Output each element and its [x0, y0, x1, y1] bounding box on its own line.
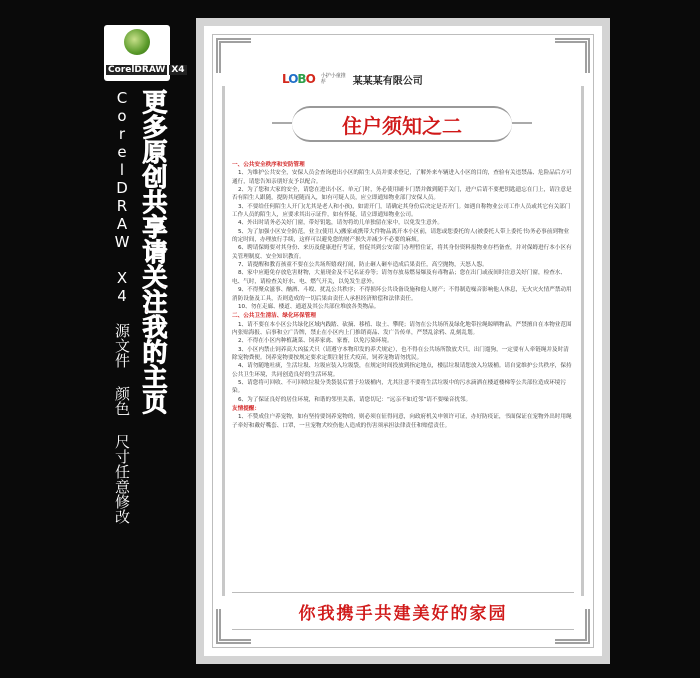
promo-part: 关注: [139, 264, 168, 314]
promo-vertical-text: [132, 89, 170, 414]
company-logo: LOBO: [282, 72, 315, 86]
list-item: 8、家中应避免存放危害财物，大量现金及不记名证券等；请勿存放易燃易爆及有毒物品；您在出门或夜间时注意关好门窗，检查水、电、气时，请检查关好水、电、燃气开关，以免发生意外。: [232, 270, 566, 285]
list-item: 4、请勿随地吐痰，生活垃圾、垃圾应装入垃圾袋，在规定时间投放到指定地点，楼层垃圾请您放入垃圾桶。请自觉维护公共秩序，保持公共卫生环境，共同创造良好的生活环境。: [232, 363, 572, 378]
list-item: 1、为维护公共安全，安保人员会查询进出小区的陌生人员并要求登记，了解外来车辆进入小区的目的，查验有关违禁品、危险品后方可通行，请您告知亲朋好友予以配合。: [232, 170, 572, 185]
slogan-text: 你我携手共建美好的家园: [298, 604, 508, 624]
list-item: 2、为了您和大家的安全，请您在进出小区、单元门时，务必使用刷卡门禁并做到随手关门，进户后请不要把钥匙遗忘在门上，请注意是否有陌生人跟随，提防其尾随而入，如有可疑人员，应立即通知物业部门安保人员。: [232, 187, 572, 202]
list-item: 2、不得在小区内种植蔬菜、饲养家禽、家畜，以免污染环境。: [238, 338, 393, 345]
notice-board: [196, 18, 610, 664]
watermark-strip: [104, 25, 185, 665]
corner-ornament-icon: [555, 38, 590, 73]
coreldraw-logo: [104, 25, 185, 81]
company-name: 某某某有限公司: [352, 75, 423, 87]
list-item: 1、请不要在本小区公共绿化区域内践踏、砍摘、移植、取土、攀爬；请勿在公共场所及绿化地带拉绳晾晒物品，严禁擅自在本物业范围内张贴海报、启事和立广告牌，禁止在小区内上门推销商品、发广告传单，严禁乱涂鸦、乱刻乱划。: [232, 321, 572, 336]
list-item: 7、请提醒和教育孩童不要在公共场所嬉戏打闹，防止砸人砸车造成后果责任，高空抛物，天怒人怨。: [238, 262, 488, 269]
slogan-banner: [232, 592, 574, 630]
list-item: 6、聘请保姆要对其身份、来历及健康进行考证，督促其到公安部门办理暂住证，将其身份资料报物业存档备查，并对保姆进行本小区有关管理制度、安全知识教育。: [232, 245, 572, 260]
company-logo-sub: 小护小童推荐: [320, 73, 346, 85]
edge-ornament: [581, 86, 584, 596]
promo-part: 我: [139, 314, 168, 339]
company-header: [282, 70, 423, 88]
title-banner: [282, 102, 522, 146]
coreldraw-swirl-icon: [124, 29, 150, 55]
edge-ornament: [222, 86, 225, 596]
promo-part: 更多: [139, 89, 168, 139]
coreldraw-logo-text: CorelDRAW X4: [108, 65, 185, 75]
promo-part: 原创: [139, 139, 168, 189]
notice-content: [232, 160, 574, 430]
section-heading: 一、公共安全秩序和安防管理: [232, 162, 305, 168]
promo-part: 的主页: [139, 339, 168, 414]
tips-heading: 友情提醒：: [232, 405, 260, 412]
corner-ornament-icon: [216, 38, 251, 73]
list-item: 3、小区内禁止饲养高大凶猛犬只（请遵守本物印发的养犬规定），也不得在公共场所散放犬只，出门遛狗，一定要有人牵链绳并及时清除宠物粪便。饲养宠物要按规定要求定期注射狂犬疫苗，饲养宠物请勿扰民。: [232, 346, 569, 361]
list-item: 3、不要给任何陌生人开门(尤其是老人和小孩)，如需开门，请确定其身份后决定是否开门。如遇自称物业公司工作人员或其它有关部门工作人员的陌生人，应要求其出示证件，如有怀疑，请立即通知物业公司。: [232, 203, 571, 219]
promo-part: 请: [139, 239, 168, 264]
section-heading: 二、公共卫生清洁、绿化环保管理: [232, 313, 316, 320]
list-item: 4、外出时请务必关好门窗，带好钥匙，请勿将幼儿单独留在家中，以免发生意外。: [238, 220, 443, 227]
promo-part: 共享: [139, 189, 168, 239]
list-item: 9、不得聚众滋事、酗酒、斗殴、扰乱公共秩序；不得损坏公共设备设施和他人财产；不得制造噪音影响他人休息，无火灾火情严禁动用消防设备及工具，否则造成的一切后果由责任人承担经济赔偿和法律责任。: [232, 287, 572, 302]
source-file-note: CorelDRAW X4 源文件 颜色 尺寸任意修改: [113, 89, 131, 524]
list-item: 1、不赞成住户养宠物，如有坚持要饲养宠物的，则必须在征得同意，向政府机关申领许可证，办好防疫证，书面保证在宠物外出时用绳子牵好和戴好嘴套、口罩，一旦宠物犬咬伤他人造成的伤害须承担法律责任和赔偿责任。: [232, 414, 572, 429]
list-item: 5、请您将可回收、不可回收垃圾分类袋装后置于垃圾桶内，尤其注意不要将生活垃圾中的污水滴洒在楼道楼梯等公共部位造成环境污染。: [232, 379, 566, 395]
list-item: 6、为了保证良好的居住环境，和谐的邻里关系，请您切记：“远亲不如近邻”请不要噪音扰邻。: [238, 396, 472, 403]
page-title: 住户须知之二: [342, 114, 462, 138]
list-item: 10、勿在走廊、楼道、通道及其公共部位堆放各类物品。: [238, 303, 380, 310]
list-item: 5、为了加强小区安全防范，业主(使用人)搬家或携带大件物品离开本小区前，请您或您委托的人(被委托人带上委托书)务必事前到物业的定时间，办理放行手续，这样可以避免您的财产损失并减少不必要的麻烦。: [232, 228, 570, 244]
